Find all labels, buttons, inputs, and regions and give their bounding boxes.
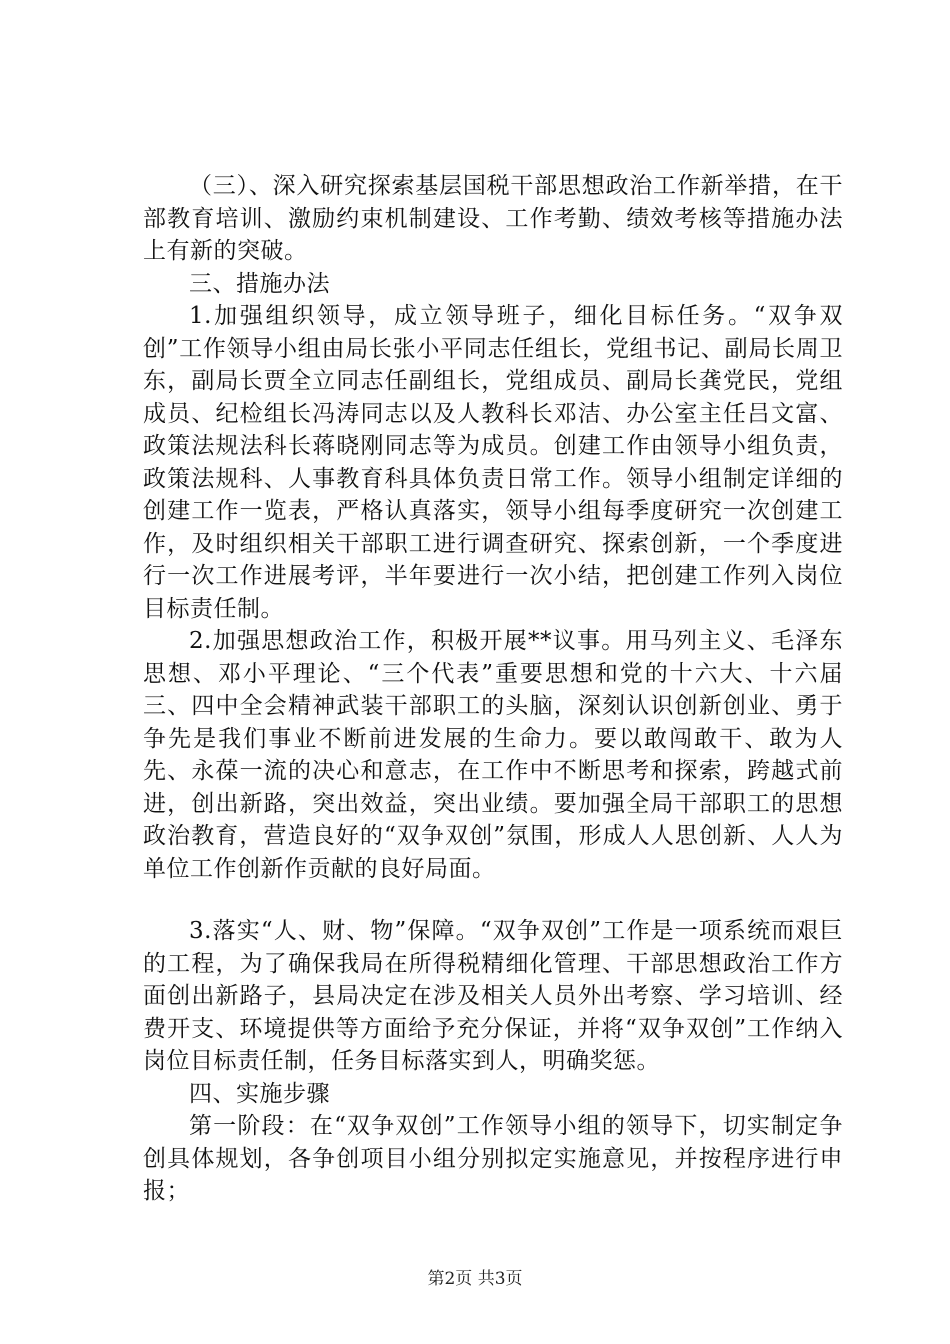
paragraph-measure-1: 1.加强组织领导，成立领导班子，细化目标任务。“双争双创”工作领导小组由局长张小平同志任组长，党组书记、副局长周卫东，副局长贾全立同志任副组长，党组成员、副局长龚党民，党组成员、纪检组长冯涛同志以及人教科长邓洁、办公室主任吕文富、政策法规法科长蒋晓刚同志等为成员。创建工作由领导小组负责，政策法规科、人事教育科具体负责日常工作。领导小组制定详细的创建工作一览表，严格认真落实，领导小组每季度研究一次创建工作，及时组织相关干部职工进行调查研究、探索创新，一个季度进行一次工作进展考评，半年要进行一次小结，把创建工作列入岗位目标责任制。 <box>143 303 843 622</box>
paragraph-section-three-item: （三）、深入研究探索基层国税干部思想政治工作新举措，在干部教育培训、激励约束机制建设、工作考勤、绩效考核等措施办法上有新的突破。 <box>143 173 843 264</box>
paragraph-stage-1: 第一阶段：在“双争双创”工作领导小组的领导下，切实制定争创具体规划，各争创项目小组分别拟定实施意见，并按程序进行申报； <box>143 1113 843 1204</box>
page-footer: 第2页 共3页 <box>427 1269 523 1289</box>
section-heading-measures: 三、措施办法 <box>189 270 330 297</box>
paragraph-measure-2: 2.加强思想政治工作，积极开展**议事。用马列主义、毛泽东思想、邓小平理论、“三个代表”重要思想和党的十六大、十六届三、四中全会精神武装干部职工的头脑，深刻认识创新创业、勇于争先是我们事业不断前进发展的生命力。要以敢闯敢干、敢为人先、永葆一流的决心和意志，在工作中不断思考和探索，跨越式前进，创出新路，突出效益，突出业绩。要加强全局干部职工的思想政治教育，营造良好的“双争双创”氛围，形成人人思创新、人人为单位工作创新作贡献的良好局面。 <box>143 628 843 882</box>
document-body <box>143 170 843 1208</box>
paragraph-measure-3: 3.落实“人、财、物”保障。“双争双创”工作是一项系统而艰巨的工程，为了确保我局在所得税精细化管理、干部思想政治工作方面创出新路子，县局决定在涉及相关人员外出考察、学习培训、经费开支、环境提供等方面给予充分保证，并将“双争双创”工作纳入岗位目标责任制，任务目标落实到人，明确奖惩。 <box>143 918 843 1074</box>
section-heading-steps: 四、实施步骤 <box>189 1080 330 1107</box>
